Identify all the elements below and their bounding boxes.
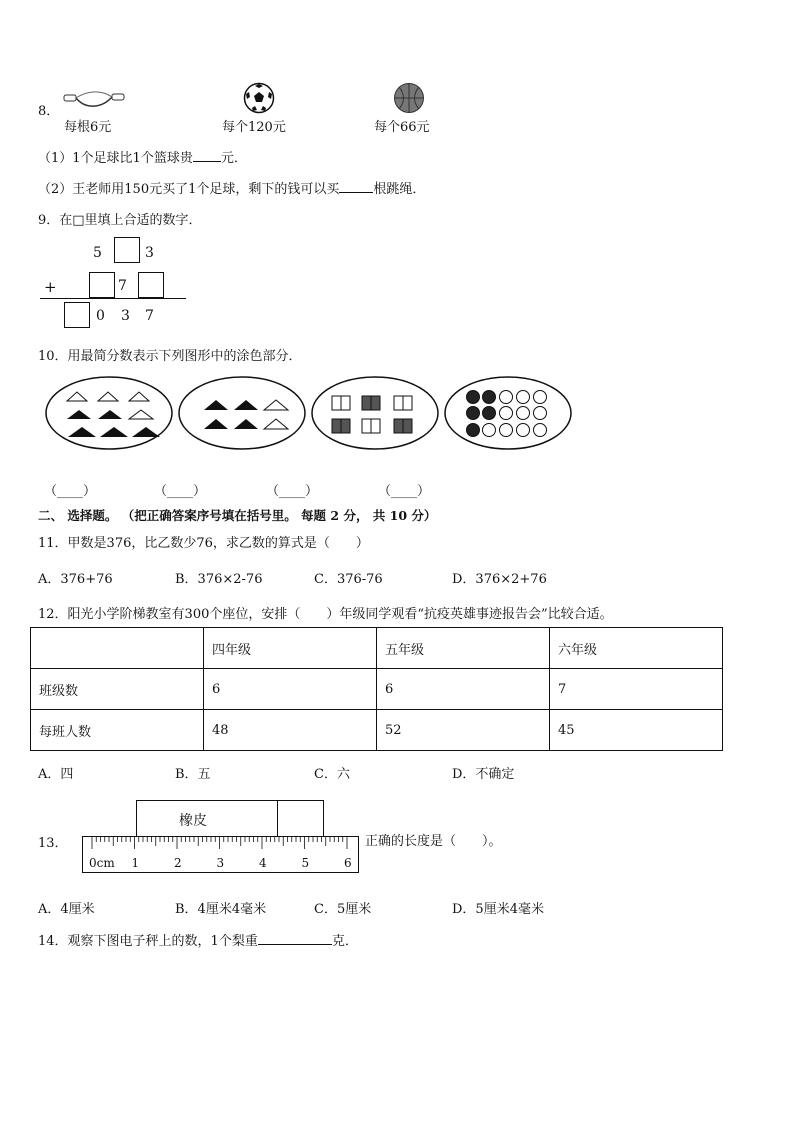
triangle-group-1 bbox=[46, 377, 172, 449]
ruler-label: 4 bbox=[259, 856, 267, 870]
q9-box-3[interactable] bbox=[138, 272, 164, 298]
q13-question: 正确的长度是（ ）。 bbox=[365, 834, 502, 849]
q10-figures bbox=[42, 375, 582, 455]
q9-digit: 0 bbox=[96, 308, 105, 324]
triangle-group-2 bbox=[179, 377, 305, 449]
q8-number: 8． bbox=[38, 104, 60, 119]
q9-plus-sign: + bbox=[44, 278, 57, 296]
table-cell: 45 bbox=[550, 710, 723, 751]
table-row bbox=[31, 710, 723, 751]
table-cell bbox=[31, 628, 204, 669]
table-cell: 班级数 bbox=[31, 669, 204, 710]
q10-answer-3[interactable]: （____） bbox=[266, 484, 319, 499]
q9-digit: 3 bbox=[145, 245, 154, 261]
q8-sub2 bbox=[38, 178, 425, 197]
eraser-divider bbox=[277, 801, 278, 837]
eraser bbox=[136, 800, 324, 838]
ruler-label: 6 bbox=[344, 856, 352, 870]
q13-option-d[interactable]: D．5厘米4毫米 bbox=[452, 902, 544, 917]
basketball-icon bbox=[393, 82, 425, 114]
basketball-price: 每个66元 bbox=[374, 120, 430, 135]
q8-sub1-text: （1）1个足球比1个篮球贵 bbox=[38, 151, 193, 166]
q9-box-4[interactable] bbox=[64, 302, 90, 328]
q8-sub2-blank[interactable] bbox=[339, 180, 373, 193]
q8-sub2-unit: 根跳绳． bbox=[373, 182, 426, 197]
q11-title: 11．甲数是376，比乙数少76，求乙数的算式是（ ） bbox=[38, 536, 369, 551]
q12-title: 12．阳光小学阶梯教室有300个座位，安排（ ）年级同学观看“抗疫英雄事迹报告会”比较合适。 bbox=[38, 607, 613, 622]
q10-answer-1[interactable]: （____） bbox=[44, 484, 97, 499]
cylinder-group bbox=[312, 377, 438, 449]
table-cell: 7 bbox=[550, 669, 723, 710]
q8-sub2-text: （2）王老师用150元买了1个足球，剩下的钱可以买 bbox=[38, 182, 340, 197]
grade-table bbox=[30, 627, 723, 751]
ruler-label: 2 bbox=[174, 856, 182, 870]
q11-option-a[interactable]: A．376+76 bbox=[38, 572, 113, 587]
table-header-row bbox=[31, 628, 723, 669]
q9-digit: 3 bbox=[121, 308, 130, 324]
q9-digit: 7 bbox=[145, 308, 154, 324]
q13-number: 13． bbox=[38, 836, 68, 851]
soccer-ball-price: 每个120元 bbox=[222, 120, 286, 135]
table-cell: 四年级 bbox=[204, 628, 377, 669]
circle-group bbox=[445, 377, 571, 449]
q9-digit: 7 bbox=[118, 278, 127, 294]
ruler-label: 1 bbox=[131, 856, 140, 870]
q9-sum-line bbox=[40, 298, 186, 299]
q8-sub1-unit: 元． bbox=[220, 151, 247, 166]
q12-option-b[interactable]: B．五 bbox=[175, 767, 211, 782]
jump-rope-price: 每根6元 bbox=[64, 120, 112, 135]
q12-option-d[interactable]: D．不确定 bbox=[452, 767, 515, 782]
table-cell: 52 bbox=[377, 710, 550, 751]
q9-box-1[interactable] bbox=[114, 237, 140, 263]
q11-option-d[interactable]: D．376×2+76 bbox=[452, 572, 547, 587]
q13-option-c[interactable]: C．5厘米 bbox=[314, 902, 372, 917]
q11-option-c[interactable]: C．376-76 bbox=[314, 572, 383, 587]
q14-title bbox=[38, 930, 358, 949]
q13-option-a[interactable]: A．4厘米 bbox=[38, 902, 95, 917]
q9-digit: 5 bbox=[93, 245, 102, 261]
q10-title: 10．用最简分数表示下列图形中的涂色部分． bbox=[38, 349, 302, 364]
jump-rope-icon bbox=[62, 86, 126, 112]
q9-box-2[interactable] bbox=[89, 272, 115, 298]
ruler bbox=[82, 836, 360, 874]
table-cell: 五年级 bbox=[377, 628, 550, 669]
ruler-label: 3 bbox=[216, 856, 225, 870]
q14-blank[interactable] bbox=[258, 932, 332, 945]
soccer-ball-icon bbox=[243, 82, 275, 114]
q13-option-b[interactable]: B．4厘米4毫米 bbox=[175, 902, 267, 917]
section-2-heading: 二、 选择题。 （把正确答案序号填在括号里。 每题 2 分， 共 10 分） bbox=[38, 508, 437, 523]
q11-option-b[interactable]: B．376×2-76 bbox=[175, 572, 263, 587]
table-cell: 每班人数 bbox=[31, 710, 204, 751]
table-cell: 48 bbox=[204, 710, 377, 751]
eraser-label: 橡皮 bbox=[179, 812, 207, 828]
q8-sub1-blank[interactable] bbox=[193, 149, 221, 162]
q14-title-text: 14．观察下图电子秤上的数，1个梨重 bbox=[38, 934, 258, 949]
q14-unit: 克． bbox=[331, 934, 358, 949]
table-cell: 6 bbox=[377, 669, 550, 710]
q8-sub1 bbox=[38, 147, 247, 166]
q12-option-c[interactable]: C．六 bbox=[314, 767, 350, 782]
ruler-label: 0cm bbox=[89, 856, 115, 870]
table-cell: 六年级 bbox=[550, 628, 723, 669]
ruler-label: 5 bbox=[301, 856, 310, 870]
q12-option-a[interactable]: A．四 bbox=[38, 767, 74, 782]
q10-answer-2[interactable]: （____） bbox=[154, 484, 207, 499]
q9-title: 9．在□里填上合适的数字． bbox=[38, 213, 202, 228]
q10-answer-4[interactable]: （____） bbox=[378, 484, 431, 499]
table-cell: 6 bbox=[204, 669, 377, 710]
table-row bbox=[31, 669, 723, 710]
